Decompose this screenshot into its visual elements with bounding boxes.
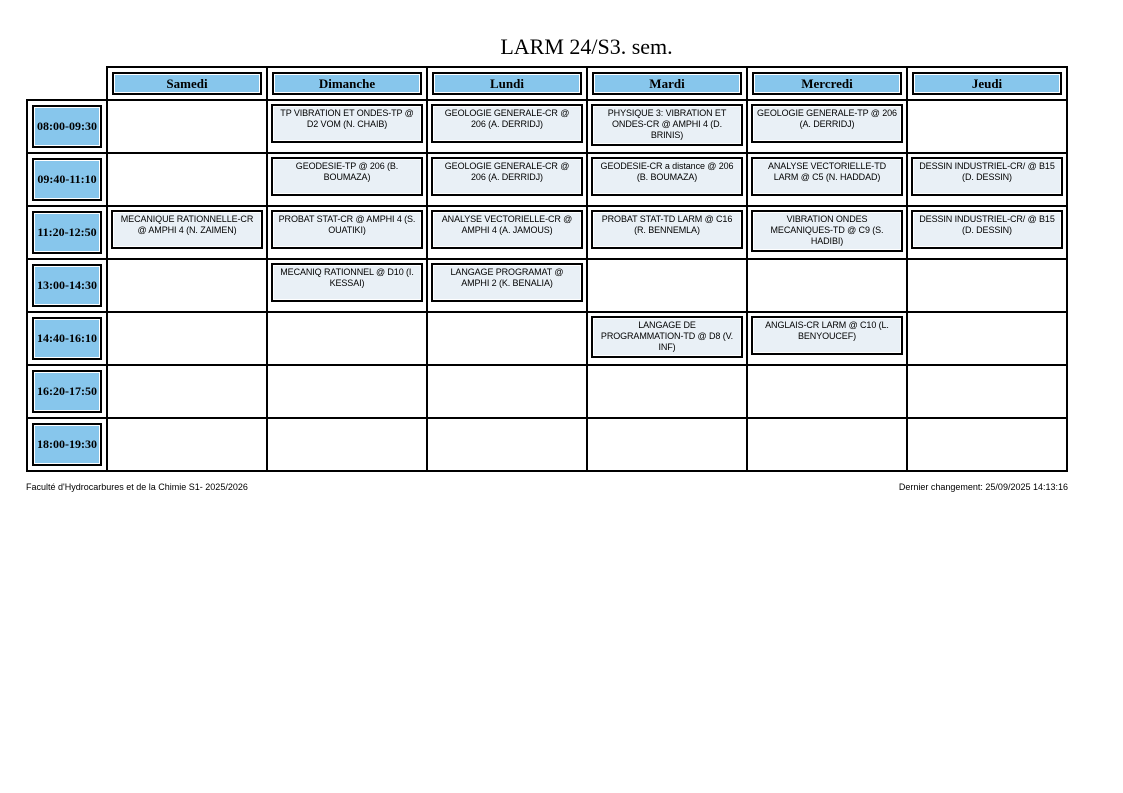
day-header-row: [27, 67, 1067, 100]
course-block: VIBRATION ONDES MECANIQUES-TD @ C9 (S. HADIBI): [751, 210, 903, 252]
schedule-cell: [267, 418, 427, 471]
course-block: LANGAGE PROGRAMAT @ AMPHI 2 (K. BENALIA): [431, 263, 583, 302]
course-block: PHYSIQUE 3: VIBRATION ET ONDES-CR @ AMPHI 4 (D. BRINIS): [591, 104, 743, 146]
schedule-cell: [907, 206, 1067, 259]
course-block: MECANIQ RATIONNEL @ D10 (I. KESSAI): [271, 263, 423, 302]
day-header-cell: [427, 67, 587, 100]
time-slot-row: [27, 153, 1067, 206]
schedule-cell: [107, 365, 267, 418]
schedule-cell: [907, 259, 1067, 312]
schedule-cell: [107, 206, 267, 259]
schedule-cell: [907, 418, 1067, 471]
time-cell: [27, 365, 107, 418]
time-slot-label: 11:20-12:50: [32, 211, 102, 254]
schedule-cell: [427, 100, 587, 153]
schedule-cell: [427, 206, 587, 259]
time-slot-row: [27, 418, 1067, 471]
schedule-cell: [907, 312, 1067, 365]
time-slot-label: 14:40-16:10: [32, 317, 102, 360]
schedule-cell: [267, 206, 427, 259]
day-header-jeudi: Jeudi: [912, 72, 1062, 95]
course-block: MECANIQUE RATIONNELLE-CR @ AMPHI 4 (N. ZAIMEN): [111, 210, 263, 249]
schedule-cell: [427, 153, 587, 206]
footer-last-change: Dernier changement: 25/09/2025 14:13:16: [898, 482, 1068, 492]
course-block: LANGAGE DE PROGRAMMATION-TD @ D8 (V. INF): [591, 316, 743, 358]
course-block: PROBAT STAT-CR @ AMPHI 4 (S. OUATIKI): [271, 210, 423, 249]
day-header-cell: [907, 67, 1067, 100]
schedule-cell: [587, 312, 747, 365]
schedule-cell: [267, 365, 427, 418]
time-slot-label: 18:00-19:30: [32, 423, 102, 466]
schedule-cell: [427, 312, 587, 365]
course-block: ANALYSE VECTORIELLE-TD LARM @ C5 (N. HADDAD): [751, 157, 903, 196]
course-block: GEODESIE-CR a distance @ 206 (B. BOUMAZA): [591, 157, 743, 196]
time-slot-row: [27, 312, 1067, 365]
schedule-cell: [267, 259, 427, 312]
timetable: [26, 66, 1068, 472]
schedule-cell: [907, 365, 1067, 418]
course-block: GEOLOGIE GENERALE-TP @ 206 (A. DERRIDJ): [751, 104, 903, 143]
day-header-cell: [267, 67, 427, 100]
time-slot-label: 13:00-14:30: [32, 264, 102, 307]
day-header-cell: [107, 67, 267, 100]
time-slot-label: 08:00-09:30: [32, 105, 102, 148]
day-header-mardi: Mardi: [592, 72, 742, 95]
time-slot-row: [27, 206, 1067, 259]
schedule-cell: [587, 100, 747, 153]
course-block: GEODESIE-TP @ 206 (B. BOUMAZA): [271, 157, 423, 196]
time-cell: [27, 312, 107, 365]
schedule-cell: [587, 418, 747, 471]
schedule-cell: [747, 259, 907, 312]
course-block: ANALYSE VECTORIELLE-CR @ AMPHI 4 (A. JAMOUS): [431, 210, 583, 249]
day-header-cell: [747, 67, 907, 100]
schedule-cell: [747, 418, 907, 471]
schedule-cell: [427, 365, 587, 418]
course-block: ANGLAIS-CR LARM @ C10 (L. BENYOUCEF): [751, 316, 903, 355]
schedule-cell: [107, 153, 267, 206]
time-slot-row: [27, 365, 1067, 418]
schedule-cell: [427, 259, 587, 312]
schedule-cell: [747, 312, 907, 365]
schedule-cell: [107, 312, 267, 365]
schedule-cell: [107, 418, 267, 471]
schedule-cell: [267, 153, 427, 206]
schedule-cell: [587, 153, 747, 206]
time-slot-label: 16:20-17:50: [32, 370, 102, 413]
schedule-cell: [107, 259, 267, 312]
page-title: LARM 24/S3. sem.: [500, 34, 673, 59]
schedule-cell: [747, 365, 907, 418]
footer-faculty: Faculté d'Hydrocarbures et de la Chimie S1- 2025/2026: [26, 482, 248, 492]
schedule-cell: [907, 100, 1067, 153]
time-cell: [27, 206, 107, 259]
time-cell: [27, 100, 107, 153]
schedule-cell: [427, 418, 587, 471]
day-header-samedi: Samedi: [112, 72, 262, 95]
schedule-cell: [587, 259, 747, 312]
schedule-cell: [747, 100, 907, 153]
schedule-cell: [587, 206, 747, 259]
schedule-cell: [267, 100, 427, 153]
schedule-cell: [747, 153, 907, 206]
time-slot-label: 09:40-11:10: [32, 158, 102, 201]
day-header-mercredi: Mercredi: [752, 72, 902, 95]
day-header-cell: [587, 67, 747, 100]
time-slot-row: [27, 100, 1067, 153]
corner-cell: [27, 67, 107, 100]
day-header-dimanche: Dimanche: [272, 72, 422, 95]
time-slot-row: [27, 259, 1067, 312]
time-cell: [27, 259, 107, 312]
course-block: GEOLOGIE GENERALE-CR @ 206 (A. DERRIDJ): [431, 104, 583, 143]
course-block: TP VIBRATION ET ONDES-TP @ D2 VOM (N. CHAIB): [271, 104, 423, 143]
day-header-lundi: Lundi: [432, 72, 582, 95]
schedule-cell: [107, 100, 267, 153]
course-block: PROBAT STAT-TD LARM @ C16 (R. BENNEMLA): [591, 210, 743, 249]
schedule-cell: [267, 312, 427, 365]
schedule-cell: [587, 365, 747, 418]
course-block: DESSIN INDUSTRIEL-CR/ @ B15 (D. DESSIN): [911, 157, 1063, 196]
time-cell: [27, 153, 107, 206]
schedule-cell: [907, 153, 1067, 206]
course-block: GEOLOGIE GENERALE-CR @ 206 (A. DERRIDJ): [431, 157, 583, 196]
schedule-cell: [747, 206, 907, 259]
course-block: DESSIN INDUSTRIEL-CR/ @ B15 (D. DESSIN): [911, 210, 1063, 249]
time-cell: [27, 418, 107, 471]
